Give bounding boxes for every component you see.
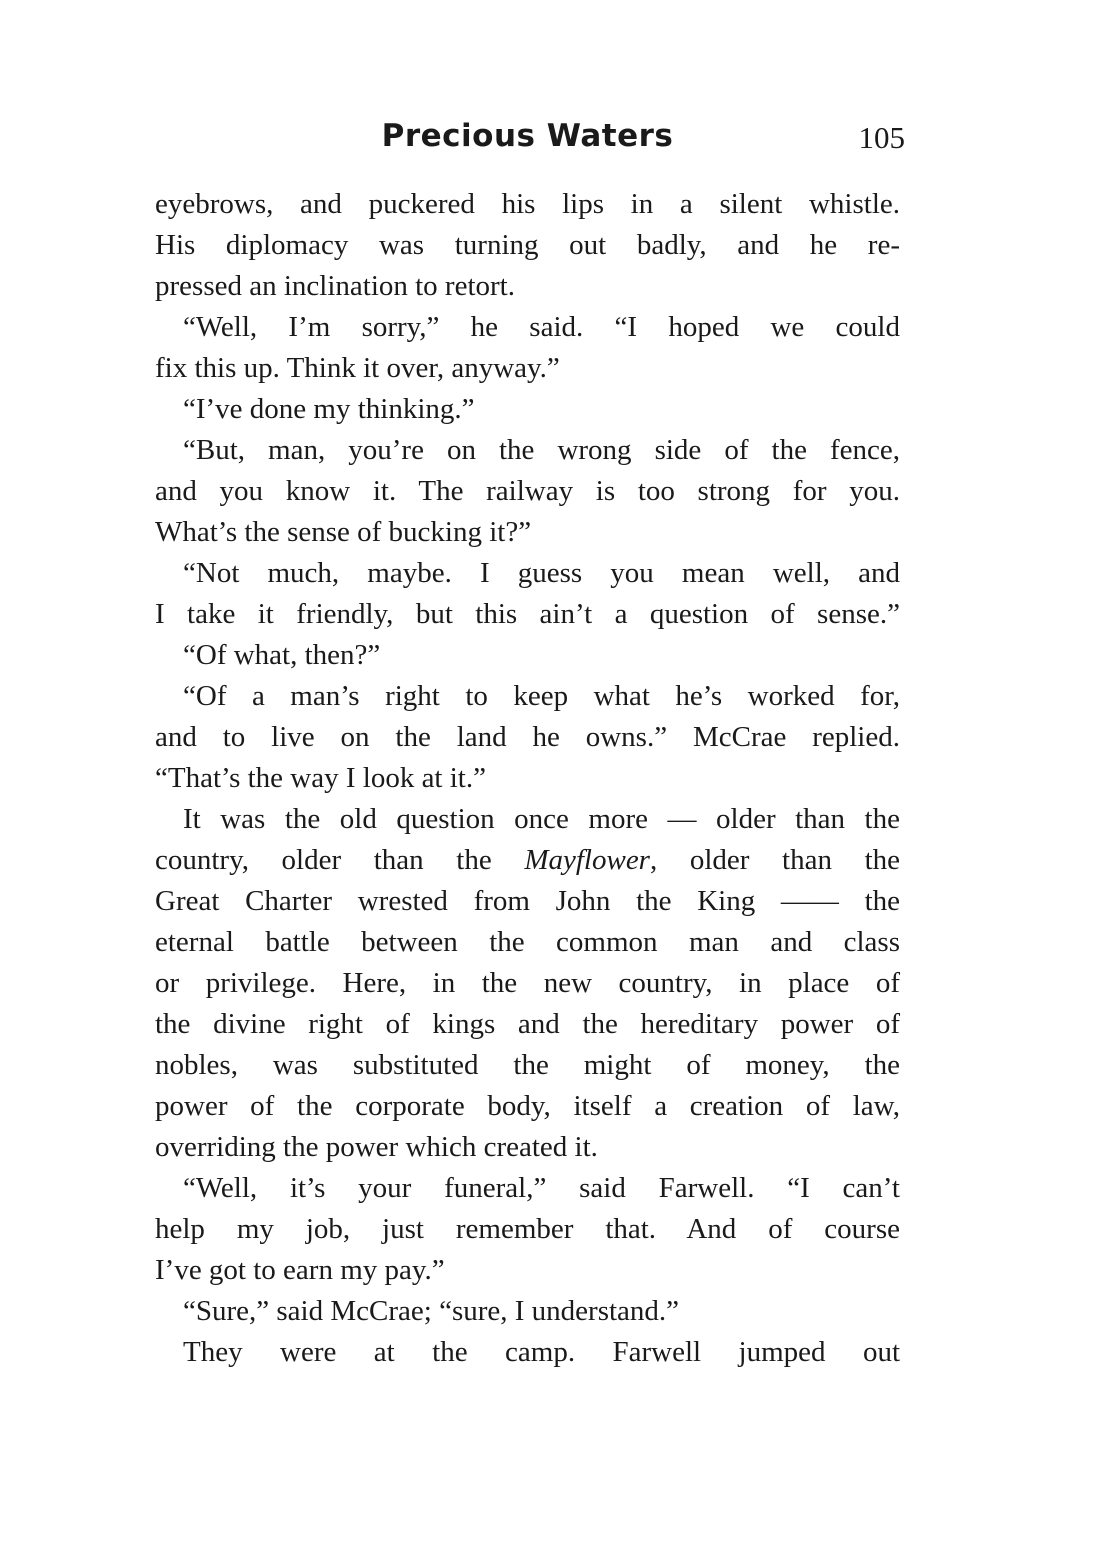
text-line: eyebrows, and puckered his lips in a silent whistle. — [155, 188, 900, 220]
text-line: the divine right of kings and the hereditary power of — [155, 1008, 900, 1040]
text-line: fix this up. Think it over, anyway.” — [155, 352, 560, 384]
text-line: “Not much, maybe. I guess you mean well, and — [183, 557, 900, 589]
body-text — [155, 184, 900, 1373]
text-line: “That’s the way I look at it.” — [155, 762, 486, 794]
text-line: “Well, I’m sorry,” he said. “I hoped we could — [183, 311, 900, 343]
running-title: Precious Waters — [381, 118, 674, 154]
text-line: His diplomacy was turning out badly, and he re- — [155, 229, 900, 261]
text-line: “Well, it’s your funeral,” said Farwell. “I can’t — [183, 1172, 900, 1204]
italic-title: Mayflower — [524, 844, 650, 876]
text-line: They were at the camp. Farwell jumped out — [183, 1336, 900, 1368]
text-span: country, older than the — [155, 844, 525, 876]
text-line: pressed an inclination to retort. — [155, 270, 515, 302]
page-number: 105 — [858, 120, 905, 155]
text-line: “But, man, you’re on the wrong side of the fence, — [183, 434, 900, 466]
text-line: and you know it. The railway is too strong for you. — [155, 475, 900, 507]
text-line: It was the old question once more — older than the — [183, 803, 900, 835]
text-line: Great Charter wrested from John the King —— the — [155, 885, 900, 917]
text-line-with-italic — [155, 840, 900, 881]
text-line: I’ve got to earn my pay.” — [155, 1254, 445, 1286]
text-line: I take it friendly, but this ain’t a question of sense.” — [155, 598, 900, 630]
text-line: help my job, just remember that. And of course — [155, 1213, 900, 1245]
text-line: “Of what, then?” — [183, 639, 381, 671]
text-line: overriding the power which created it. — [155, 1131, 598, 1163]
text-line: eternal battle between the common man and class — [155, 926, 900, 958]
text-line: “I’ve done my thinking.” — [183, 393, 475, 425]
text-line: power of the corporate body, itself a creation of law, — [155, 1090, 900, 1122]
text-line: “Of a man’s right to keep what he’s worked for, — [183, 680, 900, 712]
page-header — [150, 118, 905, 162]
text-line: “Sure,” said McCrae; “sure, I understand.” — [183, 1295, 680, 1327]
text-line: What’s the sense of bucking it?” — [155, 516, 532, 548]
text-line: nobles, was substituted the might of money, the — [155, 1049, 900, 1081]
text-line: or privilege. Here, in the new country, in place of — [155, 967, 900, 999]
text-span: , older than the — [649, 844, 900, 876]
text-line: and to live on the land he owns.” McCrae replied. — [155, 721, 900, 753]
